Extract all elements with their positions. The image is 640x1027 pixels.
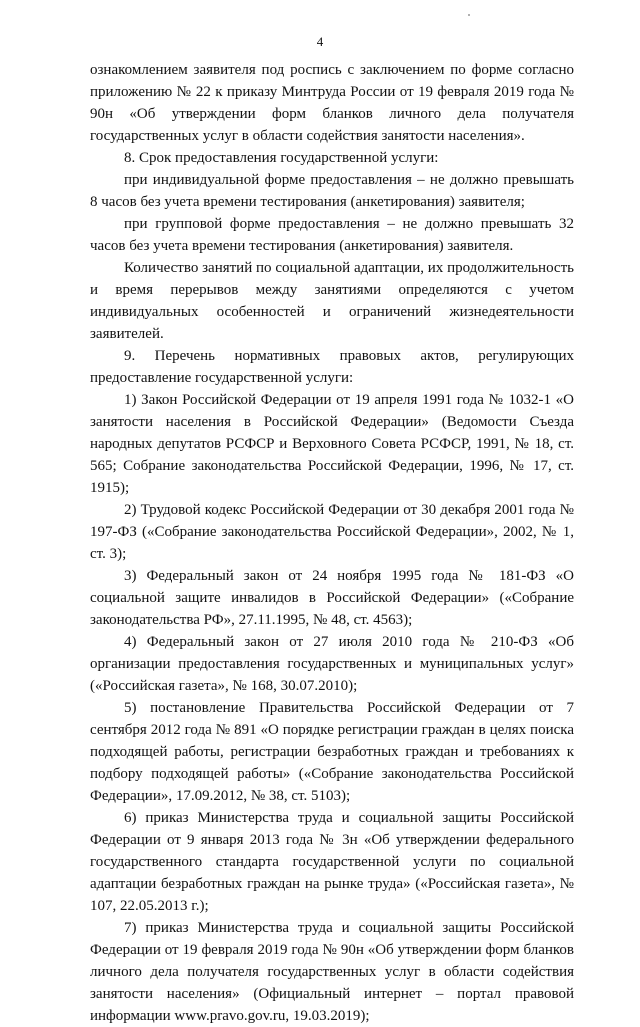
paragraph-item-8-heading: 8. Срок предоставления государственной услуги: <box>124 150 439 166</box>
document-body <box>90 59 574 1027</box>
paragraph-continuation: ознакомлением заявителя под роспись с заключением по форме согласно приложению № 22 к приказу Минтруда России от 19 февраля 2019 года № 90н «Об утверждении форм бланков личного дела получателя государственных услуг в области содействия занятости населения». <box>90 62 574 144</box>
legal-act-1: 1) Закон Российской Федерации от 19 апреля 1991 года № 1032-1 «О занятости населения в Российской Федерации» (Ведомости Съезда народных депутатов РСФСР и Верховного Совета РСФСР, 1991, № 18, ст. 565; Собрание законодательства Российской Федерации, 1996, № 17, ст. 1915); <box>90 392 574 496</box>
legal-act-5: 5) постановление Правительства Российской Федерации от 7 сентября 2012 года № 891 «О порядке регистрации граждан в целях поиска подходящей работы, регистрации безработных граждан и требованиях к подбору подходящей работы» («Собрание законодательства Российской Федерации», 17.09.2012, № 38, ст. 5103); <box>90 700 574 804</box>
paragraph-sessions-count: Количество занятий по социальной адаптации, их продолжительность и время перерывов между занятиями определяются с учетом индивидуальных особенностей и ограничений жизнедеятельности заявителей. <box>90 260 574 342</box>
legal-act-4: 4) Федеральный закон от 27 июля 2010 года № 210-ФЗ «Об организации предоставления государственных и муниципальных услуг» («Российская газета», № 168, 30.07.2010); <box>90 634 574 694</box>
paragraph-item-9-heading: 9. Перечень нормативных правовых актов, регулирующих предоставление государственной услуги: <box>90 348 574 386</box>
paragraph-group-form: при групповой форме предоставления – не должно превышать 32 часов без учета времени тестирования (анкетирования) заявителя. <box>90 216 574 254</box>
legal-act-7: 7) приказ Министерства труда и социальной защиты Российской Федерации от 19 февраля 2019 года № 90н «Об утверждении форм бланков личного дела получателя государственных услуг в области содействия занятости населения» (Официальный интернет – портал правовой информации www.pravo.gov.ru, 19.03.2019); <box>90 920 574 1024</box>
legal-act-2: 2) Трудовой кодекс Российской Федерации от 30 декабря 2001 года № 197-ФЗ («Собрание законодательства Российской Федерации», 2002, № 1, ст. 3); <box>90 502 574 562</box>
scan-speck <box>468 14 470 16</box>
legal-act-6: 6) приказ Министерства труда и социальной защиты Российской Федерации от 9 января 2013 года № 3н «Об утверждении федерального государственного стандарта государственной услуги по социальной адаптации безработных граждан на рынке труда» («Российская газета», № 107, 22.05.2013 г.); <box>90 810 574 914</box>
page-number: 4 <box>316 34 324 49</box>
paragraph-individual-form: при индивидуальной форме предоставления – не должно превышать 8 часов без учета времени тестирования (анкетирования) заявителя; <box>90 172 574 210</box>
legal-act-3: 3) Федеральный закон от 24 ноября 1995 года № 181-ФЗ «О социальной защите инвалидов в Российской Федерации» («Собрание законодательства РФ», 27.11.1995, № 48, ст. 4563); <box>90 568 574 628</box>
